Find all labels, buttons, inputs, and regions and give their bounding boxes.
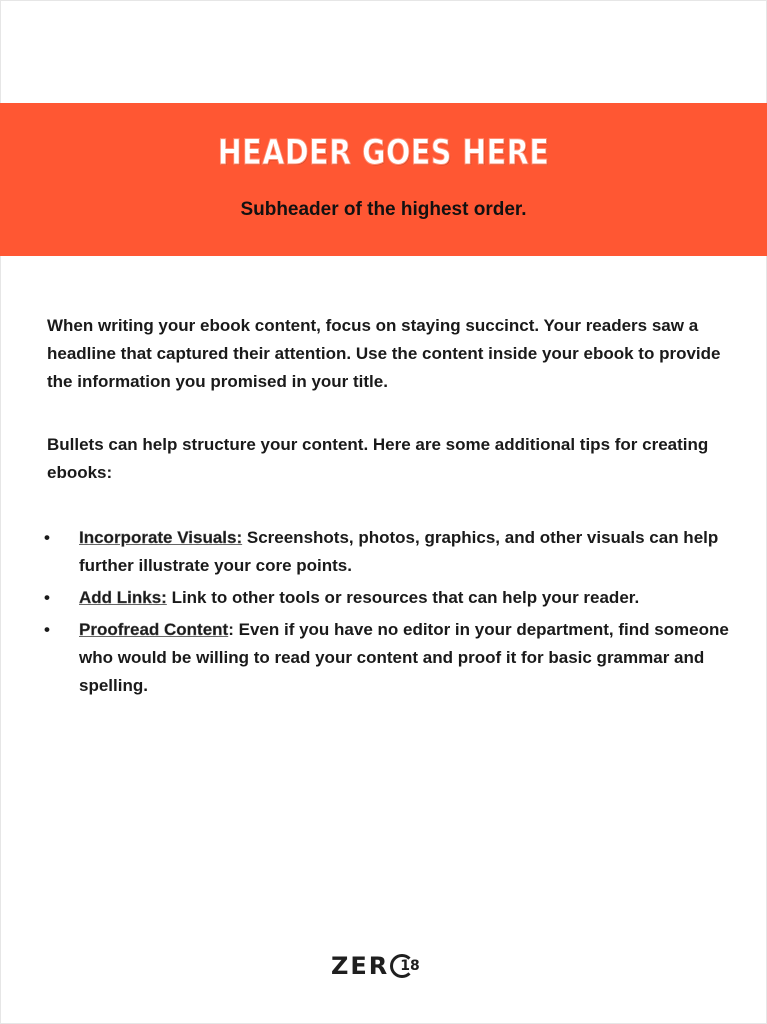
bullet-keyword: Incorporate Visuals: bbox=[79, 528, 243, 547]
tips-list bbox=[40, 524, 730, 704]
bullet-icon: • bbox=[44, 620, 50, 639]
logo-ring-icon bbox=[390, 954, 414, 978]
header-banner bbox=[0, 103, 767, 256]
page-title: HEADER GOES HERE bbox=[217, 133, 550, 173]
bullet-text: Screenshots, photos, graphics, and other visuals can help further illustrate your core points. bbox=[79, 528, 719, 575]
page-subtitle: Subheader of the highest order. bbox=[240, 199, 527, 220]
bullet-icon: • bbox=[44, 528, 50, 547]
bullet-text: Link to other tools or resources that can help your reader. bbox=[166, 588, 640, 607]
brand-logo bbox=[331, 951, 420, 981]
logo-number: 18 bbox=[400, 958, 420, 974]
bullet-text: : Even if you have no editor in your department, find someone who would be willing to read your content and proof it for basic grammar and spelling. bbox=[79, 620, 729, 695]
intro-paragraph: When writing your ebook content, focus on staying succinct. Your readers saw a headline that captured their attention. Use the content inside your ebook to provide the information you promised in your title. bbox=[47, 316, 721, 391]
logo-text: ZER bbox=[331, 952, 390, 980]
bullet-keyword: Add Links: bbox=[79, 588, 167, 607]
list-item bbox=[40, 616, 730, 700]
list-item bbox=[40, 524, 730, 580]
list-item bbox=[40, 584, 730, 612]
bullets-intro-paragraph: Bullets can help structure your content. Here are some additional tips for creating ebooks: bbox=[47, 435, 709, 482]
bullet-icon: • bbox=[44, 588, 50, 607]
bullet-keyword: Proofread Content bbox=[79, 620, 229, 639]
